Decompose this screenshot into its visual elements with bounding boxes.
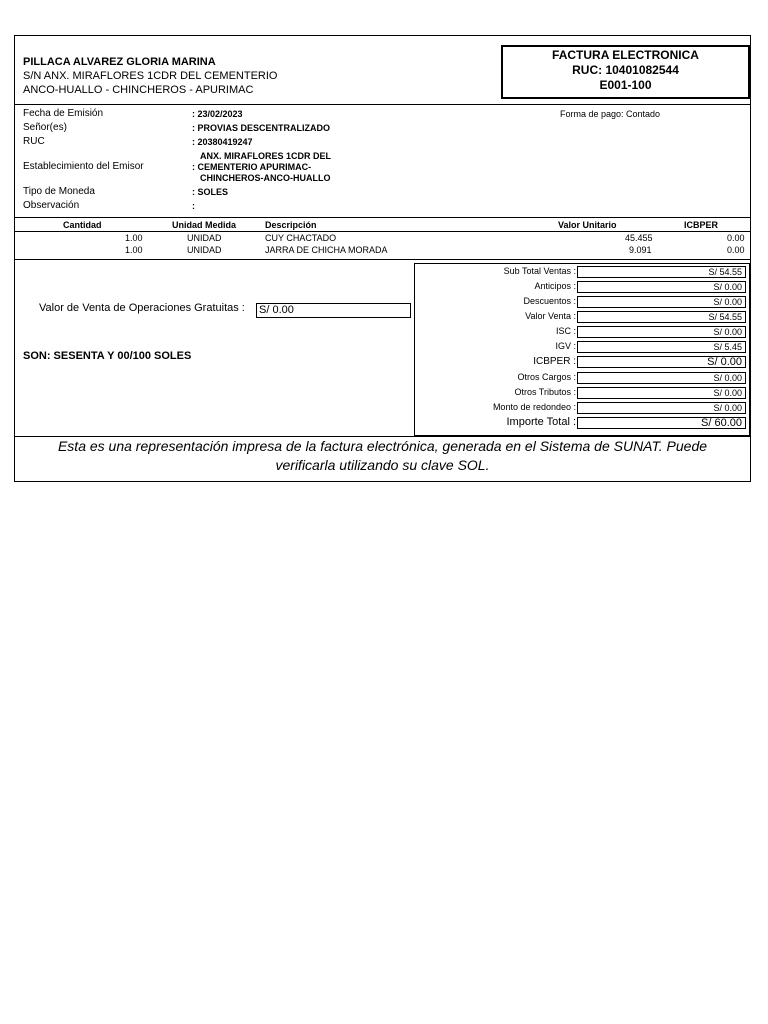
senor-label: Señor(es) (23, 122, 67, 133)
row-2-unidad: UNIDAD (187, 245, 222, 255)
total-value-descuentos: S/ 0.00 (577, 296, 746, 308)
total-label-anticipos: Anticipos : (534, 281, 576, 291)
document-ruc: RUC: 10401082544 (572, 63, 679, 77)
col-descripcion: Descripción (265, 220, 317, 230)
row-1-unidad: UNIDAD (187, 233, 222, 243)
col-unidad: Unidad Medida (172, 220, 237, 230)
total-label-otros-cargos: Otros Cargos : (517, 372, 576, 382)
total-label-igv: IGV : (555, 341, 576, 351)
ruc-value: : 20380419247 (192, 137, 253, 147)
total-label-descuentos: Descuentos : (523, 296, 576, 306)
moneda-label: Tipo de Moneda (23, 186, 95, 197)
observacion-label: Observación (23, 200, 80, 211)
table-header-line (15, 231, 750, 232)
header-divider (15, 104, 750, 105)
total-label-valor-venta: Valor Venta : (525, 311, 576, 321)
total-value-valor-venta: S/ 54.55 (577, 311, 746, 323)
fecha-value: : 23/02/2023 (192, 109, 243, 119)
row-2-descripcion: JARRA DE CHICHA MORADA (265, 245, 388, 255)
total-label-otros-tributos: Otros Tributos : (514, 387, 576, 397)
gratuitas-label: Valor de Venta de Operaciones Gratuitas : (39, 302, 245, 314)
invoice-frame (14, 35, 751, 482)
total-value-redondeo: S/ 0.00 (577, 402, 746, 414)
total-value-subtotal: S/ 54.55 (577, 266, 746, 278)
total-value-importe: S/ 60.00 (577, 417, 746, 429)
row-1-valor-unitario: 45.455 (625, 233, 653, 243)
disclaimer-line-2: verificarla utilizando su clave SOL. (275, 457, 490, 473)
row-2-cantidad: 1.00 (125, 245, 143, 255)
row-1-icbper: 0.00 (727, 233, 745, 243)
document-id-box (501, 45, 750, 99)
row-1-cantidad: 1.00 (125, 233, 143, 243)
table-top-line (15, 217, 750, 218)
estab-value-3: CHINCHEROS-ANCO-HUALLO (200, 173, 331, 183)
total-label-redondeo: Monto de redondeo : (492, 402, 576, 412)
forma-pago: Forma de pago: Contado (560, 109, 661, 119)
senor-value: : PROVIAS DESCENTRALIZADO (192, 123, 331, 133)
emisor-name: PILLACA ALVAREZ GLORIA MARINA (23, 56, 216, 68)
emisor-address-2: ANCO-HUALLO - CHINCHEROS - APURIMAC (23, 84, 254, 96)
table-bottom-line (15, 259, 750, 260)
total-value-otros-cargos: S/ 0.00 (577, 372, 746, 384)
total-value-anticipos: S/ 0.00 (577, 281, 746, 293)
observacion-value: : (192, 201, 195, 211)
col-icbper: ICBPER (684, 220, 719, 230)
total-value-isc: S/ 0.00 (577, 326, 746, 338)
gratuitas-value: S/ 0.00 (256, 303, 411, 318)
total-value-icbper: S/ 0.00 (577, 356, 746, 368)
disclaimer-line-1: Esta es una representación impresa de la factura electrónica, generada en el Sistema de SUNAT. Puede (57, 438, 708, 454)
estab-value-1: ANX. MIRAFLORES 1CDR DEL (200, 151, 332, 161)
total-label-importe: Importe Total : (506, 416, 576, 428)
total-value-otros-tributos: S/ 0.00 (577, 387, 746, 399)
col-valor-unitario: Valor Unitario (558, 220, 617, 230)
row-2-valor-unitario: 9.091 (629, 245, 652, 255)
total-value-igv: S/ 5.45 (577, 341, 746, 353)
row-2-icbper: 0.00 (727, 245, 745, 255)
fecha-label: Fecha de Emisión (23, 108, 104, 119)
moneda-value: : SOLES (192, 187, 229, 197)
document-title: FACTURA ELECTRONICA (552, 48, 699, 62)
sunat-disclaimer (15, 437, 750, 475)
document-number: E001-100 (599, 78, 652, 92)
total-label-subtotal: Sub Total Ventas : (503, 266, 576, 276)
total-label-icbper: ICBPER : (533, 356, 576, 367)
row-1-descripcion: CUY CHACTADO (265, 233, 337, 243)
estab-value-2: : CEMENTERIO APURIMAC- (192, 162, 312, 172)
emisor-address-1: S/N ANX. MIRAFLORES 1CDR DEL CEMENTERIO (23, 70, 278, 82)
estab-label: Establecimiento del Emisor (23, 161, 144, 172)
total-label-isc: ISC : (555, 326, 576, 336)
ruc-label: RUC (23, 136, 45, 147)
son-amount-words: SON: SESENTA Y 00/100 SOLES (23, 350, 192, 362)
col-cantidad: Cantidad (63, 220, 102, 230)
